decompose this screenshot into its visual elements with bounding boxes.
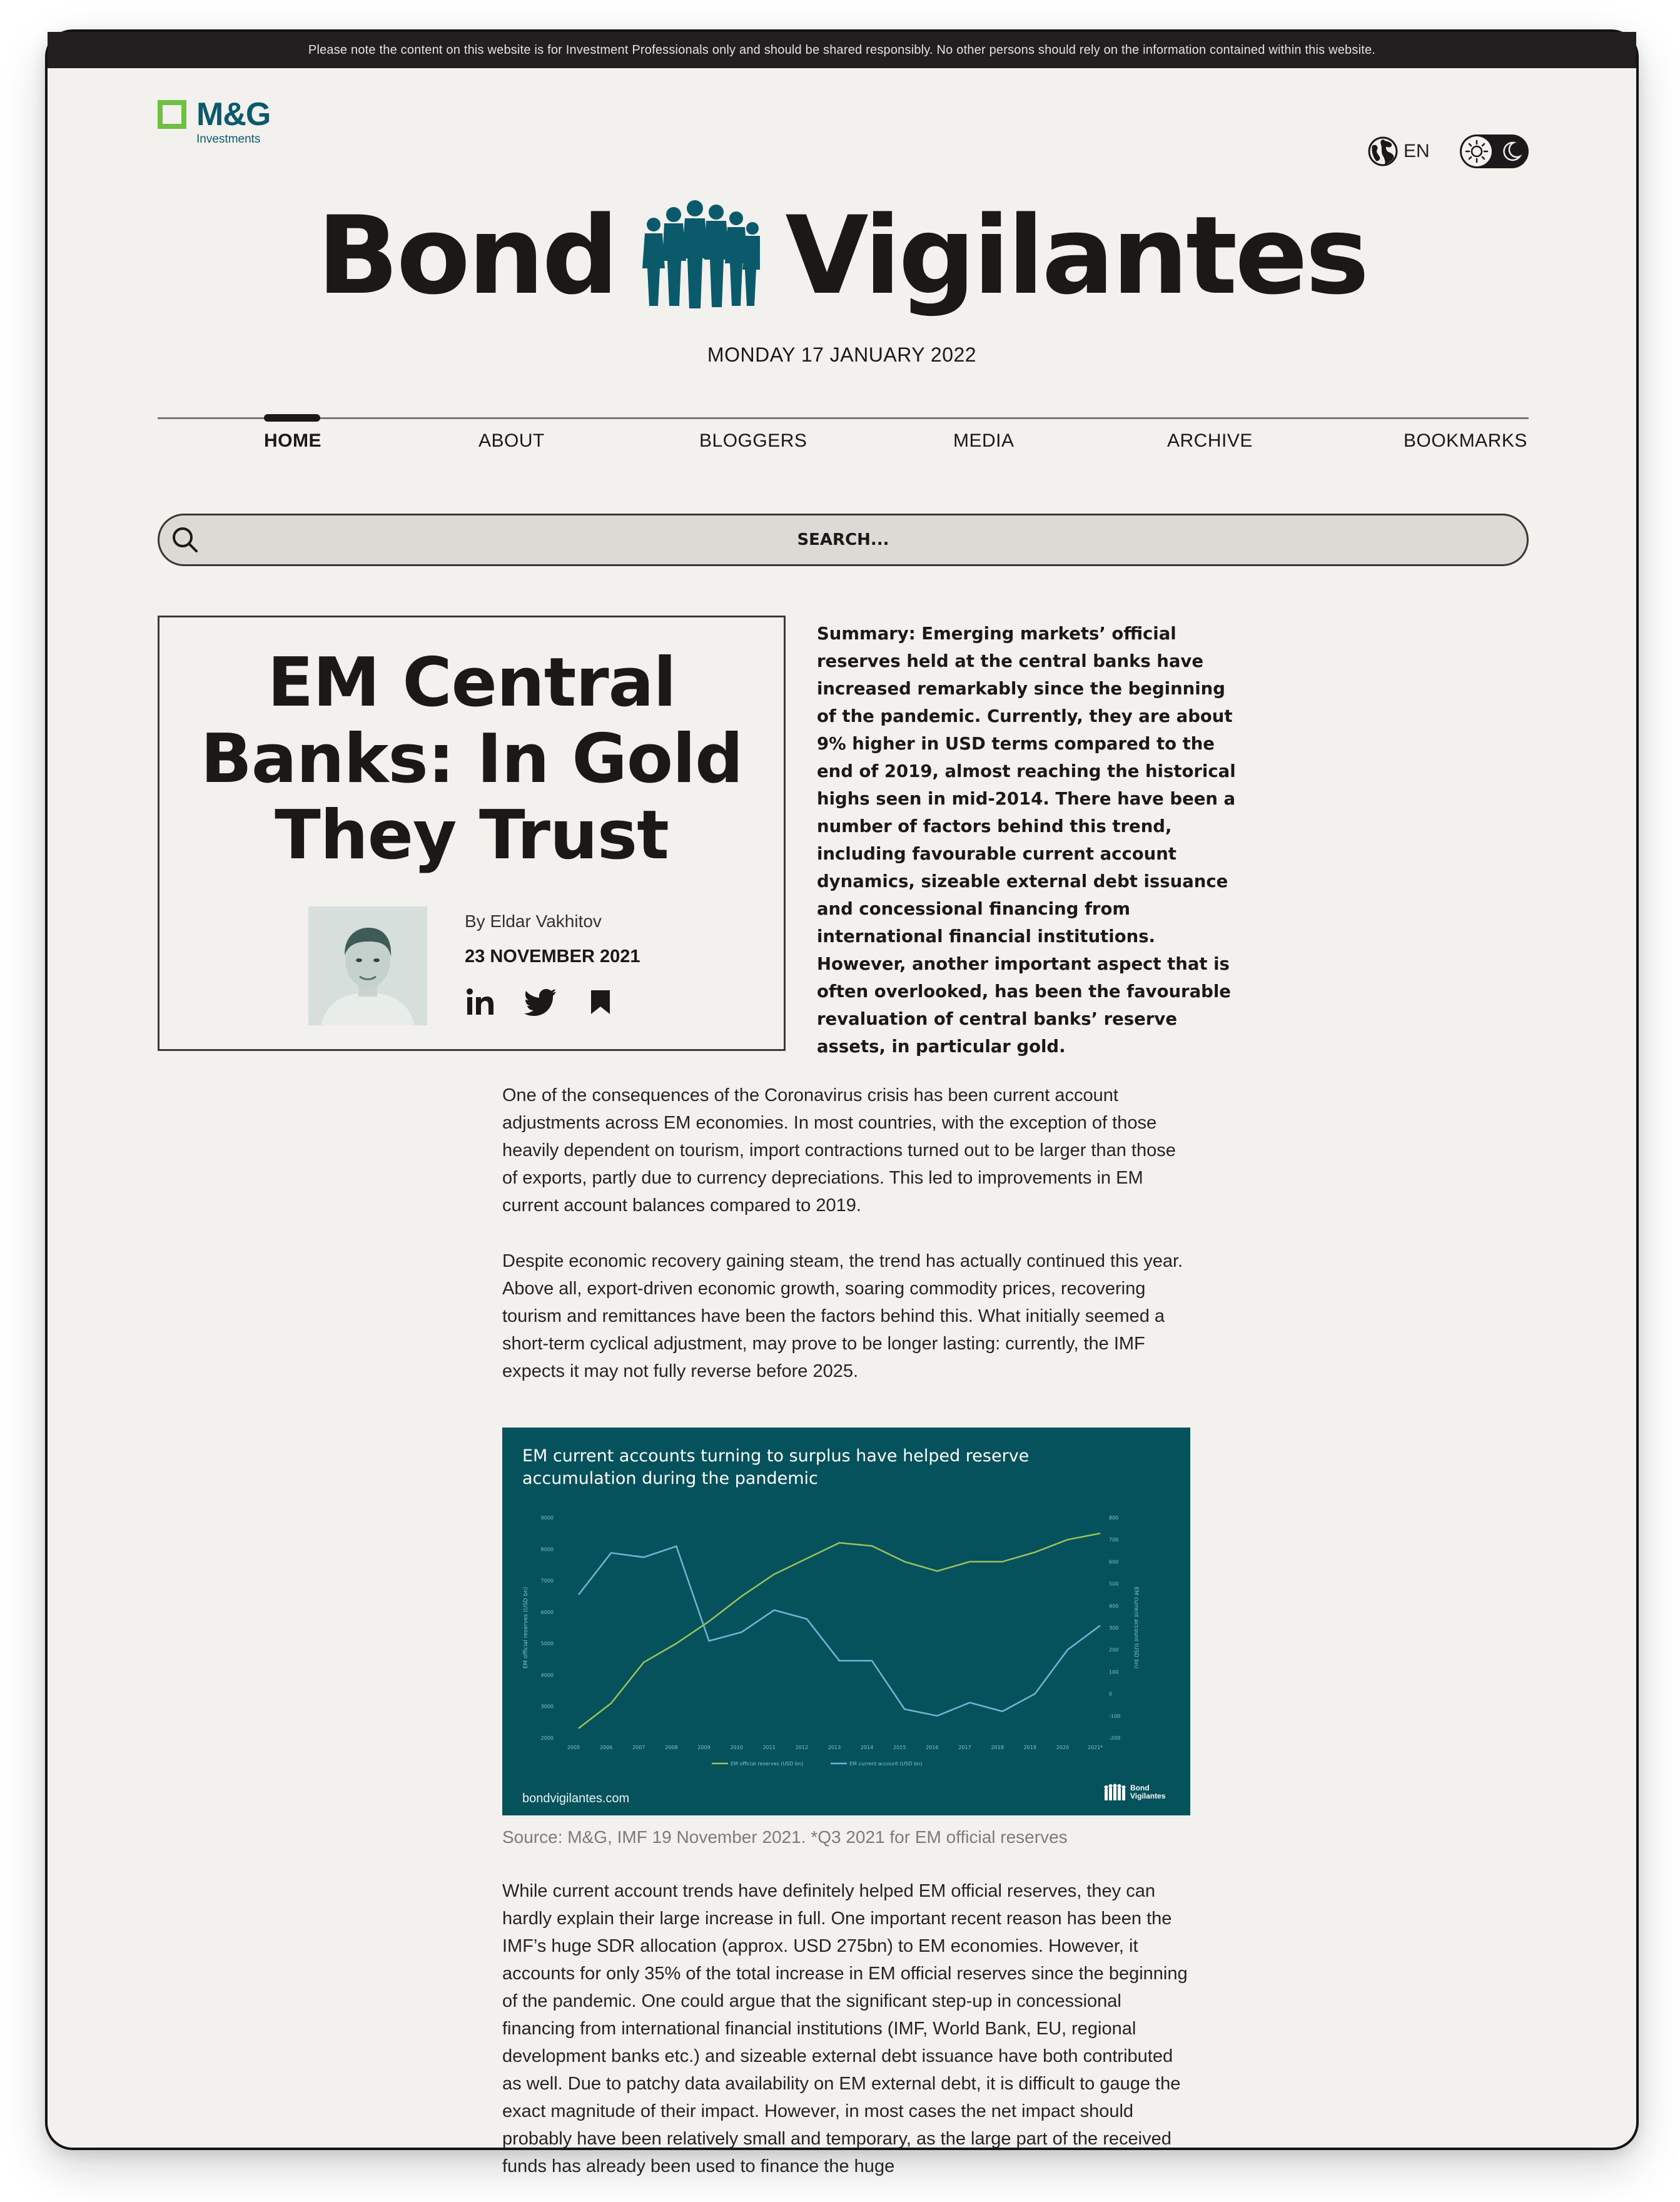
nav-archive[interactable]: ARCHIVE: [1167, 430, 1253, 451]
left-axis-label: EM official reserves (USD bn): [523, 1586, 529, 1669]
investment-professionals-notice: Please note the content on this website is for Investment Professionals only and should be shared responsibly. No other persons should rely on the information contained within this website.: [48, 32, 1636, 68]
left-axis-tick-label: 4000: [540, 1672, 554, 1678]
nav-bookmarks[interactable]: BOOKMARKS: [1404, 430, 1527, 451]
vigilantes-figures-icon: [641, 200, 760, 312]
x-axis-tick-label: 2009: [697, 1745, 711, 1750]
masthead-word-left: Bond: [316, 193, 617, 318]
x-axis-tick-label: 2008: [665, 1745, 678, 1750]
search-icon[interactable]: [170, 524, 201, 556]
chart-brand-text: Bond Vigilantes: [1130, 1783, 1166, 1800]
nav-home[interactable]: HOME: [264, 430, 321, 451]
right-axis-tick-label: -200: [1109, 1735, 1121, 1741]
logo-sub: Investments: [196, 133, 261, 146]
article-summary: Summary: Emerging markets’ official reserves held at the central banks have increased remarkably since the beginning of the pandemic. Currently, they are about 9% higher in USD terms compared to the end of 2019, almost reaching the historical highs seen in mid-2014. There have been a number of factors behind this trend, including favourable current account dynamics, sizeable external debt issuance and concessional financing from international financial institutions. However, another important aspect that is often overlooked, has been the favourable revaluation of central banks’ reserve assets, in particular gold.: [817, 624, 1236, 1057]
right-axis-tick-label: 500: [1109, 1581, 1119, 1587]
x-axis-tick-label: 2006: [599, 1745, 613, 1750]
publish-date: 23 NOVEMBER 2021: [465, 946, 640, 967]
x-axis-tick-label: 2019: [1023, 1745, 1036, 1750]
main-nav: [158, 417, 1529, 467]
chart-brand-logo: [1104, 1784, 1169, 1800]
current-date: MONDAY 17 JANUARY 2022: [707, 343, 977, 366]
x-axis-tick-label: 2013: [827, 1745, 841, 1750]
x-axis-tick-label: 2011: [762, 1745, 776, 1750]
share-actions: [465, 987, 616, 1018]
x-axis-tick-label: 2010: [730, 1745, 743, 1750]
left-axis-tick-label: 7000: [540, 1578, 554, 1584]
article-paragraph-3: While current account trends have definitely helped EM official reserves, they can hardly explain their large increase in full. One important recent reason has been the IMF’s huge SDR allocation (approx. USD 275bn) to EM economies. However, it accounts for only 35% of the total increase in EM official reserves since the beginning of the pandemic. One could argue that the significant step-up in concessional financing from international financial institutions (IMF, World Bank, EU, regional development banks etc.) and sizeable external debt issuance have both contributed as well. Due to patchy data availability on EM external debt, it is difficult to gauge the exact magnitude of their impact. However, in most cases the net impact should probably have been relatively small and temporary, as the large part of the received funds has already been used to finance the huge: [502, 1881, 1188, 2176]
legend-label: EM official reserves (USD bn): [731, 1761, 804, 1767]
chart-title: EM current accounts turning to surplus have helped reserve accumulation during the pandemic: [522, 1446, 1030, 1488]
right-axis-tick-label: 200: [1109, 1647, 1119, 1653]
globe-icon: [1367, 136, 1399, 167]
search-bar: [158, 514, 1529, 566]
right-axis-tick-label: 600: [1109, 1559, 1119, 1565]
nav-bloggers[interactable]: BLOGGERS: [699, 430, 807, 451]
x-axis-tick-label: 2020: [1056, 1745, 1070, 1750]
chart-plot: [502, 1428, 1190, 1815]
left-axis-tick-label: 6000: [540, 1609, 554, 1615]
device-frame: [45, 29, 1639, 2176]
x-axis-tick-label: 2018: [991, 1745, 1004, 1750]
linkedin-icon[interactable]: [465, 987, 496, 1018]
article-paragraph-1: One of the consequences of the Coronavirus crisis has been current account adjustments across EM economies. In most countries, with the exception of those heavily dependent on tourism, import contractions turned out to be larger than those of exports, partly due to currency depreciations. This led to improvements in EM current account balances compared to 2019.: [502, 1085, 1176, 1215]
sun-icon: [1462, 136, 1492, 166]
article-header-card: [158, 616, 786, 1051]
series-line-1: [579, 1533, 1100, 1728]
author-byline[interactable]: By Eldar Vakhitov: [465, 911, 602, 931]
right-axis-tick-label: 100: [1109, 1669, 1119, 1675]
x-axis-tick-label: 2016: [926, 1745, 939, 1750]
x-axis-tick-label: 2015: [893, 1745, 906, 1750]
series-line-2: [579, 1546, 1100, 1716]
twitter-icon[interactable]: [525, 987, 556, 1018]
left-axis-tick-label: 2000: [540, 1735, 554, 1741]
right-axis-tick-label: 300: [1109, 1625, 1119, 1631]
x-axis-tick-label: 2012: [795, 1745, 809, 1750]
left-axis-tick-label: 8000: [540, 1546, 554, 1553]
nav-media[interactable]: MEDIA: [953, 430, 1015, 451]
right-axis-tick-label: 700: [1109, 1537, 1119, 1543]
right-axis-tick-label: 800: [1109, 1515, 1119, 1521]
left-axis-tick-label: 3000: [540, 1703, 554, 1710]
reserves-current-account-chart[interactable]: [502, 1428, 1190, 1815]
x-axis-tick-label: 2017: [958, 1745, 971, 1750]
search-input[interactable]: [210, 515, 1477, 564]
chart-source-url: bondvigilantes.com: [522, 1792, 630, 1805]
left-axis-tick-label: 9000: [540, 1515, 554, 1521]
nav-about[interactable]: ABOUT: [478, 430, 545, 451]
logo-name: M&G: [196, 96, 271, 133]
bookmark-icon[interactable]: [585, 987, 616, 1018]
left-axis-tick-label: 5000: [540, 1641, 554, 1647]
right-axis-tick-label: 400: [1109, 1603, 1119, 1609]
x-axis-tick-label: 2021*: [1087, 1745, 1103, 1750]
x-axis-tick-label: 2014: [860, 1745, 874, 1750]
moon-icon: [1500, 140, 1522, 163]
legend-label: EM current account (USD bn): [849, 1761, 923, 1767]
article-paragraph-2: Despite economic recovery gaining steam, the trend has actually continued this year. Above all, export-driven economic growth, soaring commodity prices, recovering tourism and remittances have been the factors behind this. What initially seemed a short-term cyclical adjustment, may prove to be longer lasting: currently, the IMF expects it may not fully reverse before 2025.: [502, 1251, 1183, 1381]
right-axis-tick-label: 0: [1109, 1691, 1113, 1697]
chart-brand-figures-icon: [1104, 1784, 1125, 1800]
right-axis-label: EM current account (USD bn): [1133, 1586, 1139, 1669]
x-axis-tick-label: 2005: [567, 1745, 580, 1750]
mg-investments-logo[interactable]: [158, 98, 270, 145]
language-switcher[interactable]: [1367, 136, 1430, 167]
mg-logo-square-icon: [158, 100, 186, 129]
nav-active-indicator: [264, 414, 320, 422]
author-avatar[interactable]: [308, 906, 427, 1025]
page-content: [48, 68, 1636, 2176]
article-title: EM Central Banks: In Gold They Trust: [200, 644, 743, 875]
chart-caption: Source: M&G, IMF 19 November 2021. *Q3 2021 for EM official reserves: [502, 1827, 1068, 1847]
theme-toggle[interactable]: [1460, 134, 1529, 168]
masthead-word-right: Vigilantes: [785, 193, 1367, 318]
language-label: EN: [1404, 141, 1430, 161]
x-axis-tick-label: 2007: [632, 1745, 645, 1750]
right-axis-tick-label: -100: [1109, 1713, 1121, 1719]
bond-vigilantes-masthead[interactable]: [48, 193, 1636, 318]
